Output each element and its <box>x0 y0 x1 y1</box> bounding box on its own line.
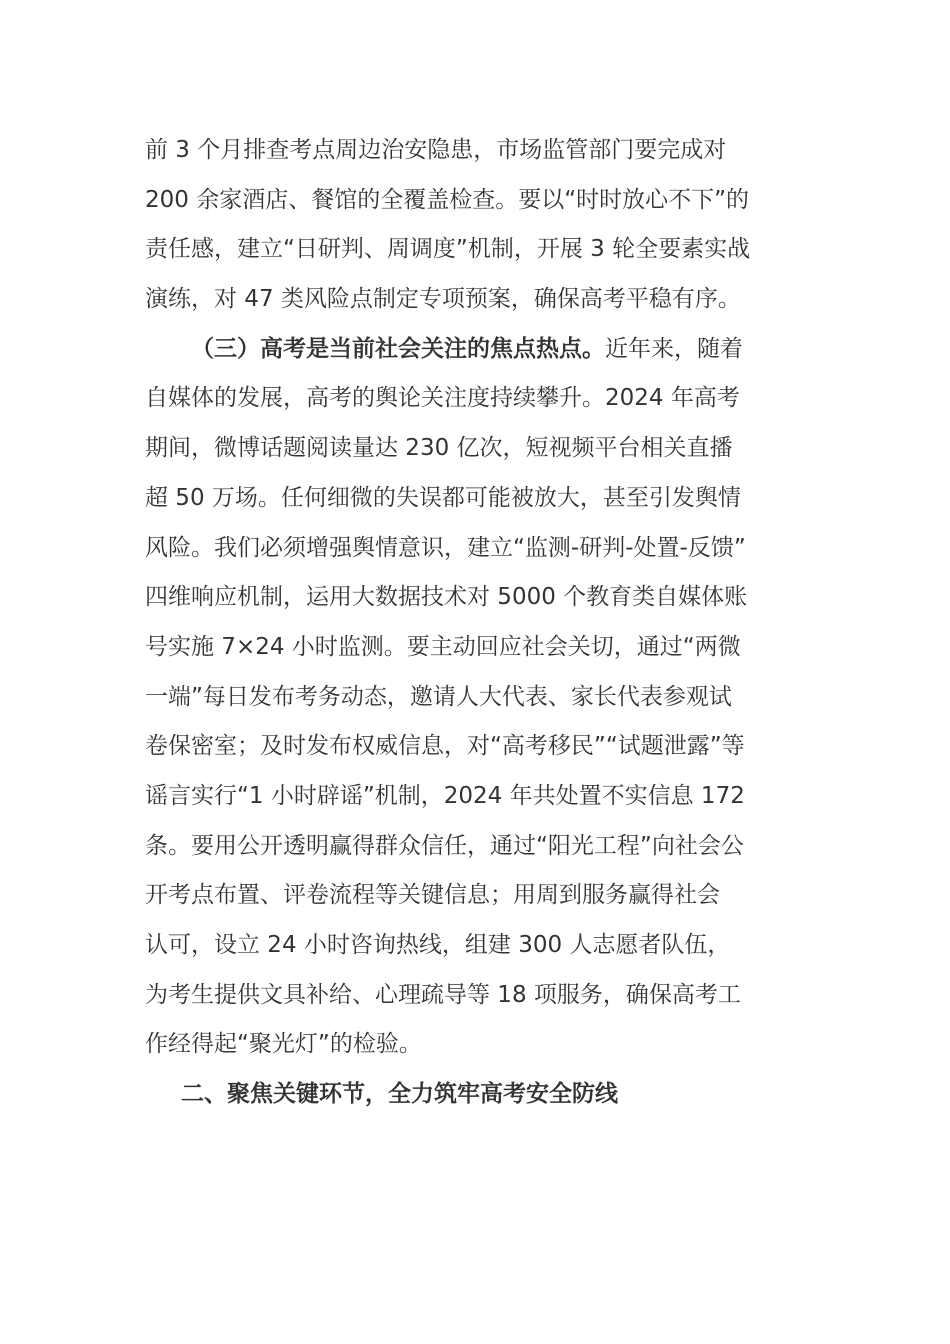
paragraph-line: 谣言实行“1 小时辟谣”机制，2024 年共处置不实信息 172 <box>145 782 745 809</box>
paragraph-line: 风险。我们必须增强舆情意识，建立“监测-研判-处置-反馈” <box>145 534 746 561</box>
section-3-first-line-text: 近年来，随着 <box>605 335 743 362</box>
paragraph-line: 作经得起“聚光灯”的检验。 <box>145 1031 422 1058</box>
paragraph-line: 超 50 万场。任何细微的失误都可能被放大，甚至引发舆情 <box>145 484 741 511</box>
paragraph-line: 卷保密室；及时发布权威信息，对“高考移民”“试题泄露”等 <box>145 733 745 760</box>
section-2-heading: 二、聚焦关键环节，全力筑牢高考安全防线 <box>181 1081 618 1108</box>
paragraph-line: 四维响应机制，运用大数据技术对 5000 个教育类自媒体账 <box>145 584 748 611</box>
paragraph-line: 一端”每日发布考务动态，邀请人大代表、家长代表参观试 <box>145 683 732 710</box>
paragraph-line: 认可，设立 24 小时咨询热线，组建 300 人志愿者队伍， <box>145 932 731 958</box>
paragraph-line: 条。要用公开透明赢得群众信任，通过“阳光工程”向社会公 <box>145 832 744 859</box>
paragraph-line: 前 3 个月排查考点周边治安隐患，市场监管部门要完成对 <box>145 137 727 163</box>
paragraph-line: 责任感，建立“日研判、周调度”机制，开展 3 轮全要素实战 <box>145 236 751 263</box>
paragraph-line: 开考点布置、评卷流程等关键信息；用周到服务赢得社会 <box>145 882 720 909</box>
paragraph-line: 为考生提供文具补给、心理疏导等 18 项服务，确保高考工 <box>145 981 741 1008</box>
paragraph-line: 期间，微博话题阅读量达 230 亿次，短视频平台相关直播 <box>145 435 733 462</box>
paragraph-line: 200 余家酒店、餐馆的全覆盖检查。要以“时时放心不下”的 <box>145 186 750 213</box>
document-body <box>145 126 810 1120</box>
paragraph-line: 演练，对 47 类风险点制定专项预案，确保高考平稳有序。 <box>145 286 741 313</box>
paragraph-line: 号实施 7×24 小时监测。要主动回应社会关切，通过“两微 <box>145 633 741 660</box>
section-3-heading: （三）高考是当前社会关注的焦点热点。 <box>191 335 605 362</box>
paragraph-line: 自媒体的发展，高考的舆论关注度持续攀升。2024 年高考 <box>145 385 740 412</box>
section-3-first-line <box>145 325 810 375</box>
